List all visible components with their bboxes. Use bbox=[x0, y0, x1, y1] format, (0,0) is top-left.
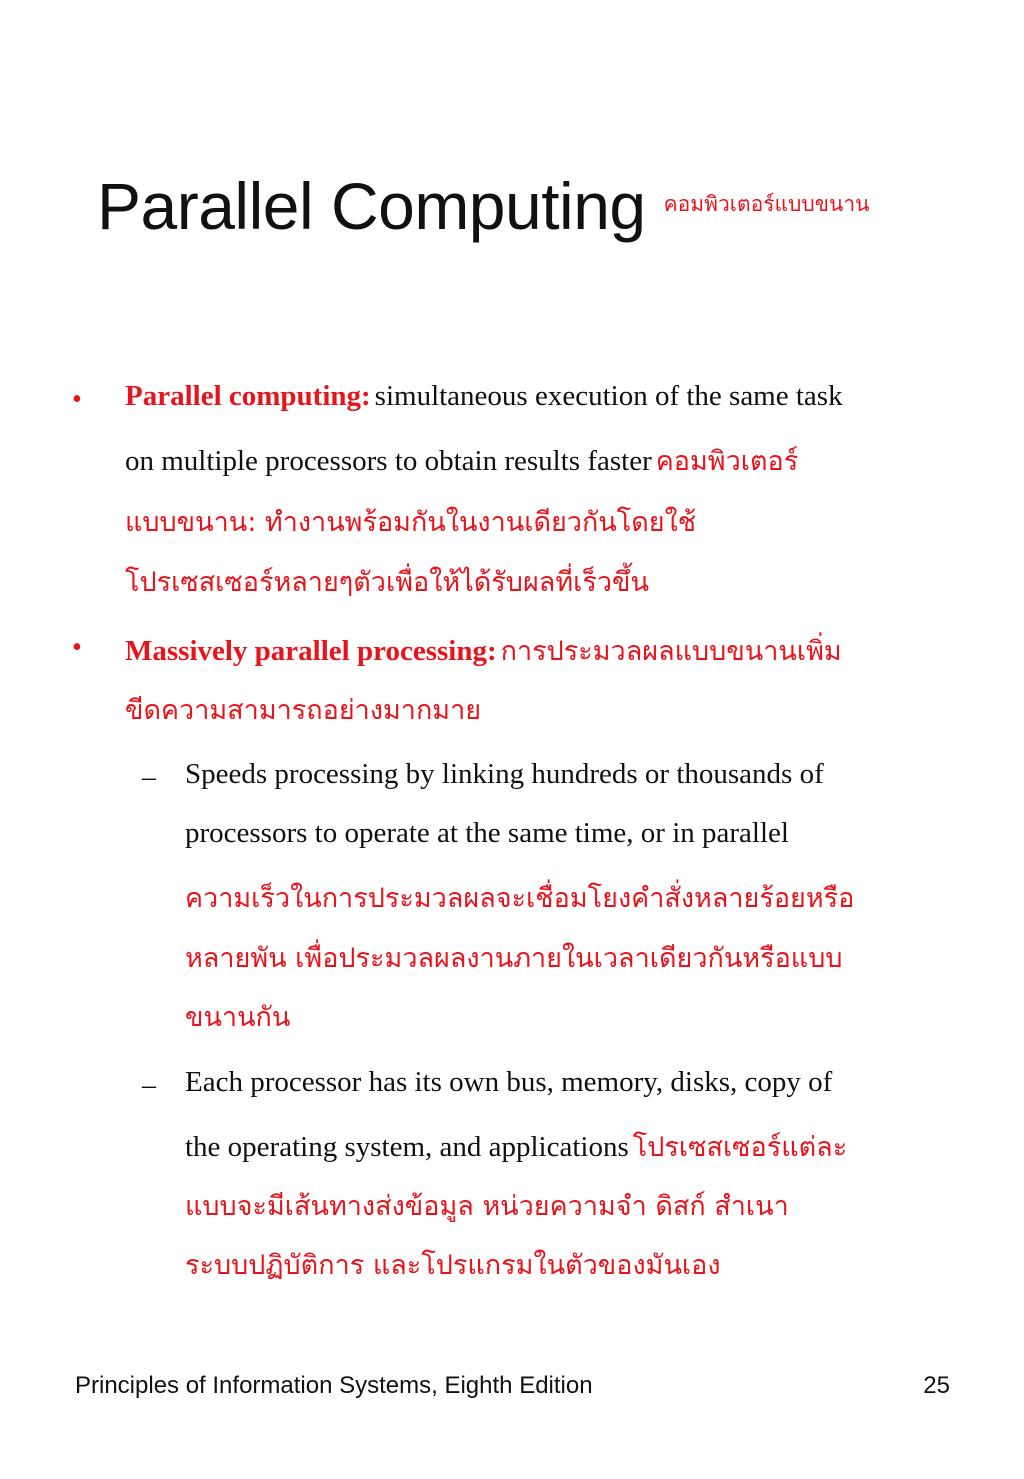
bullet-1-label: Parallel computing: bbox=[125, 380, 371, 412]
bullet-1-line-4-thai: โปรเซสเซอร์หลายๆตัวเพื่อให้ได้รับผลที่เร็วขึ้น bbox=[125, 567, 649, 598]
sub-bullet-1-line-3-thai: ความเร็วในการประมวลผลจะเชื่อมโยงคำสั่งหลายร้อยหรือ bbox=[185, 883, 855, 914]
sub-bullet-1 bbox=[185, 758, 985, 1048]
sub-bullet-2-line-4-thai: ระบบปฏิบัติการ และโปรแกรมในตัวของมันเอง bbox=[185, 1250, 721, 1281]
sub-bullet-1-line-5-thai: ขนานกัน bbox=[185, 1002, 291, 1033]
sub-bullet-2-line-3-thai: แบบจะมีเส้นทางส่งข้อมูล หน่วยความจำ ดิสก์ สำเนา bbox=[185, 1191, 789, 1222]
bullet-2-line-1-thai: การประมวลผลแบบขนานเพิ่ม bbox=[500, 636, 842, 667]
bullet-1-line-2-thai: คอมพิวเตอร์ bbox=[655, 446, 799, 477]
sub-bullet-1-line-2: processors to operate at the same time, or in parallel bbox=[185, 817, 789, 849]
sub-bullet-2-line-1: Each processor has its own bus, memory, disks, copy of bbox=[185, 1066, 833, 1098]
sub-bullet-1-line-4-thai: หลายพัน เพื่อประมวลผลงานภายในเวลาเดียวกันหรือแบบ bbox=[185, 943, 843, 974]
sub-bullet-1-marker: – bbox=[142, 762, 156, 793]
sub-bullet-2-marker: – bbox=[142, 1070, 156, 1101]
sub-bullet-2-line-2: the operating system, and applications bbox=[185, 1131, 629, 1163]
page-title: Parallel Computing bbox=[97, 169, 646, 243]
slide-title bbox=[97, 168, 870, 244]
bullet-2-line-2-thai: ขีดความสามารถอย่างมากมาย bbox=[125, 695, 482, 726]
page-number: 25 bbox=[923, 1372, 950, 1399]
bullet-1-line-2: on multiple processors to obtain results faster bbox=[125, 445, 652, 477]
page-title-thai: คอมพิวเตอร์แบบขนาน bbox=[663, 192, 870, 216]
sub-bullet-2 bbox=[185, 1066, 985, 1296]
bullet-1-marker: • bbox=[72, 384, 82, 415]
bullet-2 bbox=[125, 629, 965, 739]
bullet-1-line-3-thai: แบบขนาน: ทำงานพร้อมกันในงานเดียวกันโดยใช้ bbox=[125, 507, 697, 538]
footer-source: Principles of Information Systems, Eighth Edition bbox=[75, 1372, 593, 1399]
bullet-1 bbox=[125, 380, 965, 610]
bullet-1-line-1: simultaneous execution of the same task bbox=[374, 380, 843, 412]
sub-bullet-1-line-1: Speeds processing by linking hundreds or thousands of bbox=[185, 758, 824, 790]
sub-bullet-2-line-2-thai: โปรเซสเซอร์แต่ละ bbox=[632, 1132, 848, 1163]
bullet-2-label: Massively parallel processing: bbox=[125, 635, 497, 667]
bullet-2-marker: • bbox=[72, 632, 82, 663]
